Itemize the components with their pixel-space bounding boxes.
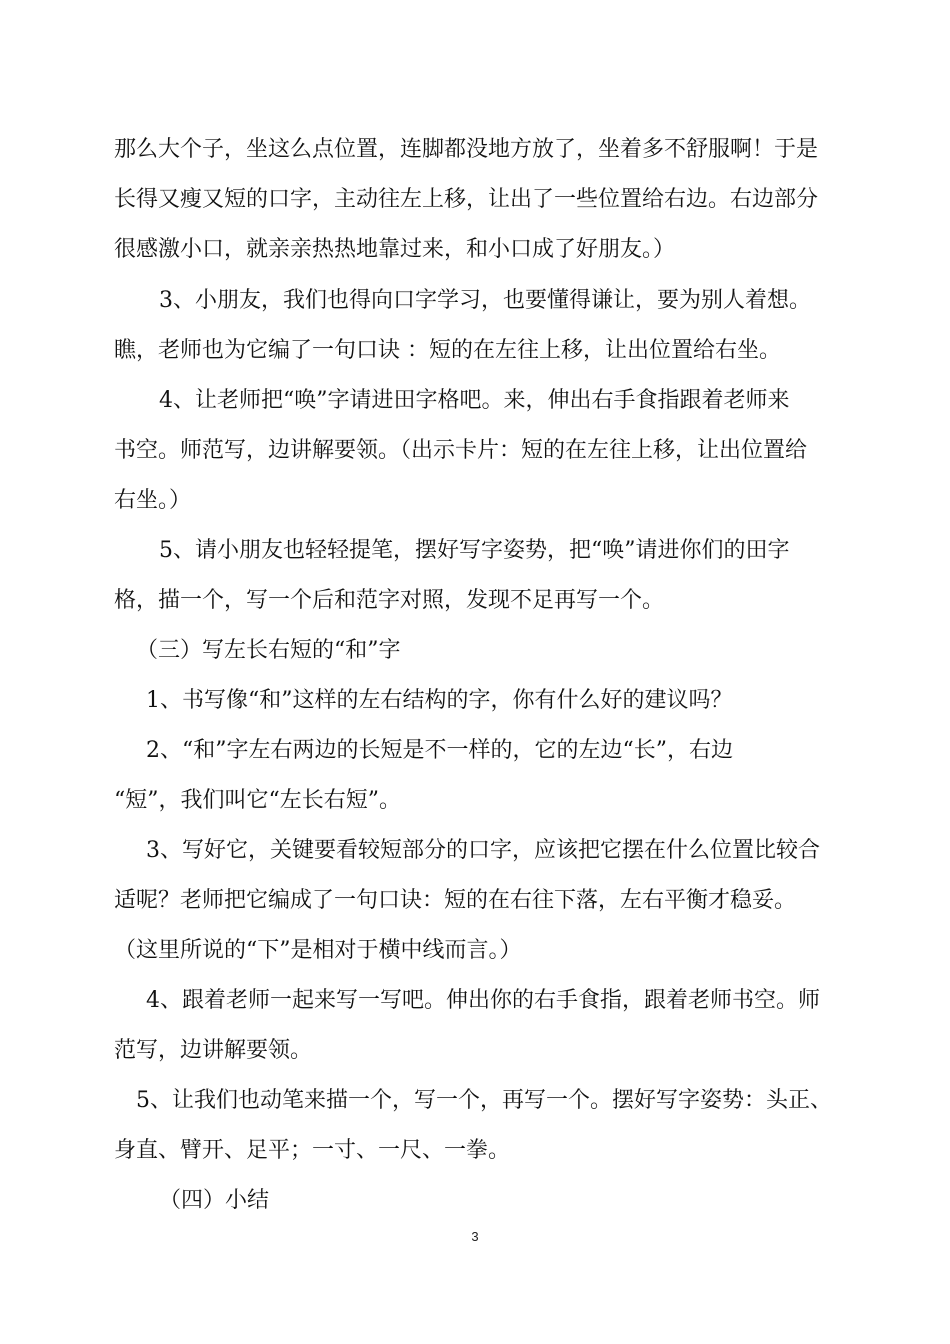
page-number: 3: [471, 1229, 479, 1244]
text-line: “短”，我们叫它“左长右短”。: [114, 788, 401, 813]
section-heading: （三）写左长右短的“和”字: [136, 638, 401, 663]
text-line: 瞧，老师也为它编了一句口诀 ：短的在左往上移，让出位置给右坐。: [114, 338, 781, 363]
text-line: 很感激小口，就亲亲热热地靠过来，和小口成了好朋友。）: [114, 237, 676, 262]
text-line: 范写，边讲解要领。: [114, 1038, 313, 1063]
text-line: 长得又瘦又短的口字，主动往左上移，让出了一些位置给右边。右边部分: [114, 187, 819, 212]
text-line: （这里所说的“下”是相对于横中线而言。）: [114, 938, 522, 963]
text-line: 格，描一个，写一个后和范字对照，发现不足再写一个。: [114, 588, 665, 613]
section-heading: （四）小结: [159, 1188, 270, 1213]
text-line: 适呢？老师把它编成了一句口诀：短的在右往下落，左右平衡才稳妥。: [114, 888, 797, 913]
text-line: 书空。师范写，边讲解要领。（出示卡片：短的在左往上移，让出位置给: [114, 438, 808, 463]
text-line: 3、小朋友，我们也得向口字学习，也要懂得谦让，要为别人着想。: [159, 288, 811, 313]
text-line: 4、跟着老师一起来写一写吧。伸出你的右手食指，跟着老师书空。师: [146, 988, 820, 1013]
text-line: 右坐。）: [114, 488, 192, 513]
text-line: 身直、臂开、足平；一寸、一尺、一拳。: [114, 1138, 511, 1163]
text-line: 那么大个子，坐这么点位置，连脚都没地方放了，坐着多不舒服啊！于是: [114, 137, 819, 162]
text-line: 5、让我们也动笔来描一个，写一个，再写一个。摆好写字姿势：头正、: [136, 1088, 832, 1113]
text-line: 1、书写像“和”这样的左右结构的字，你有什么好的建议吗？: [146, 688, 733, 713]
text-line: 4、让老师把“唤”字请进田字格吧。来，伸出右手食指跟着老师来: [159, 388, 790, 413]
text-line: 2、“和”字左右两边的长短是不一样的，它的左边“长”，右边: [146, 738, 733, 763]
text-line: 5、请小朋友也轻轻提笔，摆好写字姿势，把“唤”请进你们的田字: [159, 538, 790, 563]
text-line: 3、写好它，关键要看较短部分的口字，应该把它摆在什么位置比较合: [146, 838, 820, 863]
